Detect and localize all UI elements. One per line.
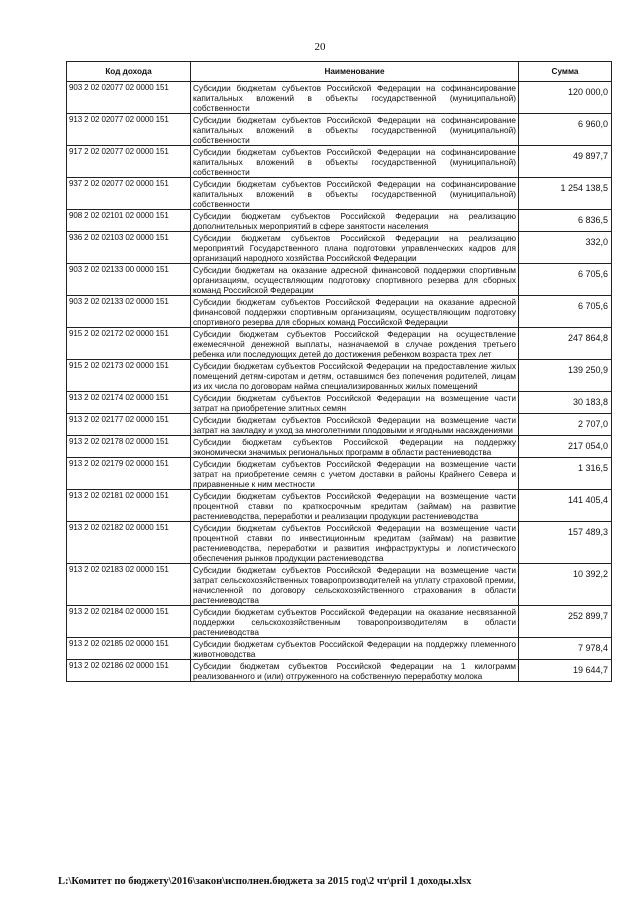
table-row bbox=[67, 360, 612, 392]
header-sum: Сумма bbox=[519, 62, 612, 82]
table-row bbox=[67, 660, 612, 682]
code-cell: 908 2 02 02101 02 0000 151 bbox=[67, 210, 191, 232]
table-row bbox=[67, 114, 612, 146]
sum-cell: 30 183,8 bbox=[519, 392, 612, 414]
code-cell: 913 2 02 02179 02 0000 151 bbox=[67, 458, 191, 490]
name-cell: Субсидии бюджетам субъектов Российской Федерации на возмещение части затрат на закладку и уход за многолетними плодовыми и ягодными насаждениями bbox=[191, 414, 519, 436]
name-cell: Субсидии бюджетам субъектов Российской Федерации на софинансирование капитальных вложений в объекты государственной (муниципальной) собственности bbox=[191, 82, 519, 114]
sum-cell: 139 250,9 bbox=[519, 360, 612, 392]
table-body bbox=[67, 82, 612, 682]
sum-cell: 252 899,7 bbox=[519, 606, 612, 638]
revenue-table bbox=[66, 61, 612, 682]
sum-cell: 332,0 bbox=[519, 232, 612, 264]
sum-cell: 157 489,3 bbox=[519, 522, 612, 564]
code-cell: 903 2 02 02077 02 0000 151 bbox=[67, 82, 191, 114]
sum-cell: 1 316,5 bbox=[519, 458, 612, 490]
sum-cell: 120 000,0 bbox=[519, 82, 612, 114]
sum-cell: 6 960,0 bbox=[519, 114, 612, 146]
table-row bbox=[67, 414, 612, 436]
name-cell: Субсидии бюджетам субъектов Российской Федерации на софинансирование капитальных вложений в объекты государственной (муниципальной) собственности bbox=[191, 146, 519, 178]
name-cell: Субсидии бюджетам субъектов Российской Федерации на поддержку племенного животноводства bbox=[191, 638, 519, 660]
table-row bbox=[67, 392, 612, 414]
code-cell: 913 2 02 02181 02 0000 151 bbox=[67, 490, 191, 522]
name-cell: Субсидии бюджетам субъектов Российской Федерации на реализацию дополнительных мероприятий в сфере занятости населения bbox=[191, 210, 519, 232]
code-cell: 915 2 02 02172 02 0000 151 bbox=[67, 328, 191, 360]
table-row bbox=[67, 564, 612, 606]
name-cell: Субсидии бюджетам субъектов Российской Федерации на возмещение части затрат на приобретение семян с учетом доставки в районы Крайнего Севера и приравненные к ним местности bbox=[191, 458, 519, 490]
table-row bbox=[67, 82, 612, 114]
name-cell: Субсидии бюджетам субъектов Российской Федерации на предоставление жилых помещений детям-сиротам и детям, оставшимся без попечения родителей, лицам из их числа по договорам найма специализированных жилых помещений bbox=[191, 360, 519, 392]
name-cell: Субсидии бюджетам субъектов Российской Федерации на возмещение части затрат на приобретение элитных семян bbox=[191, 392, 519, 414]
table-row bbox=[67, 296, 612, 328]
sum-cell: 6 705,6 bbox=[519, 264, 612, 296]
table-row bbox=[67, 232, 612, 264]
sum-cell: 49 897,7 bbox=[519, 146, 612, 178]
code-cell: 913 2 02 02185 02 0000 151 bbox=[67, 638, 191, 660]
code-cell: 936 2 02 02103 02 0000 151 bbox=[67, 232, 191, 264]
table-row bbox=[67, 458, 612, 490]
name-cell: Субсидии бюджетам субъектов Российской Федерации на оказание несвязанной поддержки сельскохозяйственным товаропроизводителям в области растениеводства bbox=[191, 606, 519, 638]
sum-cell: 1 254 138,5 bbox=[519, 178, 612, 210]
sum-cell: 6 705,6 bbox=[519, 296, 612, 328]
table-row bbox=[67, 264, 612, 296]
sum-cell: 247 864,8 bbox=[519, 328, 612, 360]
page-number: 20 bbox=[314, 41, 326, 53]
code-cell: 913 2 02 02174 02 0000 151 bbox=[67, 392, 191, 414]
code-cell: 913 2 02 02177 02 0000 151 bbox=[67, 414, 191, 436]
code-cell: 913 2 02 02077 02 0000 151 bbox=[67, 114, 191, 146]
name-cell: Субсидии бюджетам субъектов Российской Федерации на софинансирование капитальных вложений в объекты государственной (муниципальной) собственности bbox=[191, 178, 519, 210]
sum-cell: 10 392,2 bbox=[519, 564, 612, 606]
table-row bbox=[67, 436, 612, 458]
code-cell: 903 2 02 02133 02 0000 151 bbox=[67, 296, 191, 328]
table-row bbox=[67, 210, 612, 232]
name-cell: Субсидии бюджетам субъектов Российской Федерации на реализацию мероприятий Государственного плана подготовки управленческих кадров для организаций народного хозяйства Российской Федерации bbox=[191, 232, 519, 264]
table-row bbox=[67, 606, 612, 638]
code-cell: 913 2 02 02182 02 0000 151 bbox=[67, 522, 191, 564]
name-cell: Субсидии бюджетам субъектов Российской Федерации на поддержку экономически значимых региональных программ в области растениеводства bbox=[191, 436, 519, 458]
name-cell: Субсидии бюджетам субъектов Российской Федерации на осуществление ежемесячной денежной выплаты, назначаемой в случае рождения третьего ребенка или последующих детей до достижения ребенком возраста трех лет bbox=[191, 328, 519, 360]
code-cell: 913 2 02 02186 02 0000 151 bbox=[67, 660, 191, 682]
name-cell: Субсидии бюджетам субъектов Российской Федерации на оказание адресной финансовой поддержки спортивным организациям, осуществляющим подготовку спортивного резерва для сборных команд Российской Федерации bbox=[191, 296, 519, 328]
code-cell: 915 2 02 02173 02 0000 151 bbox=[67, 360, 191, 392]
table-header-row bbox=[67, 62, 612, 82]
name-cell: Субсидии бюджетам субъектов Российской Федерации на 1 килограмм реализованного и (или) отгруженного на собственную переработку молока bbox=[191, 660, 519, 682]
sum-cell: 141 405,4 bbox=[519, 490, 612, 522]
code-cell: 913 2 02 02184 02 0000 151 bbox=[67, 606, 191, 638]
code-cell: 913 2 02 02183 02 0000 151 bbox=[67, 564, 191, 606]
name-cell: Субсидии бюджетам субъектов Российской Федерации на возмещение части затрат сельскохозяйственных товаропроизводителей на уплату страховой премии, начисленной по договору сельскохозяйственного страхования в области растениеводства bbox=[191, 564, 519, 606]
table-row bbox=[67, 638, 612, 660]
name-cell: Субсидии бюджетам субъектов Российской Федерации на софинансирование капитальных вложений в объекты государственной (муниципальной) собственности bbox=[191, 114, 519, 146]
name-cell: Субсидии бюджетам субъектов Российской Федерации на возмещение части процентной ставки по инвестиционным кредитам (займам) на развитие растениеводства, переработки и развития инфраструктуры и логистического обеспечения рынков продукции растениеводства bbox=[191, 522, 519, 564]
code-cell: 903 2 02 02133 00 0000 151 bbox=[67, 264, 191, 296]
name-cell: Субсидии бюджетам субъектов Российской Федерации на возмещение части процентной ставки по краткосрочным кредитам (займам) на развитие растениеводства, переработки и реализации продукции растениеводства bbox=[191, 490, 519, 522]
sum-cell: 19 644,7 bbox=[519, 660, 612, 682]
table-row bbox=[67, 490, 612, 522]
table-row bbox=[67, 146, 612, 178]
code-cell: 913 2 02 02178 02 0000 151 bbox=[67, 436, 191, 458]
header-name: Наименование bbox=[191, 62, 519, 82]
table-row bbox=[67, 328, 612, 360]
code-cell: 937 2 02 02077 02 0000 151 bbox=[67, 178, 191, 210]
code-cell: 917 2 02 02077 02 0000 151 bbox=[67, 146, 191, 178]
file-path-footer: L:\Комитет по бюджету\2016\закон\исполнен.бюджета за 2015 год\2 чт\pril 1 доходы.xlsx bbox=[58, 876, 472, 887]
sum-cell: 7 978,4 bbox=[519, 638, 612, 660]
name-cell: Субсидии бюджетам на оказание адресной финансовой поддержки спортивным организациям, осуществляющим подготовку спортивного резерва для сборных команд Российской Федерации bbox=[191, 264, 519, 296]
table-row bbox=[67, 178, 612, 210]
sum-cell: 2 707,0 bbox=[519, 414, 612, 436]
table-row bbox=[67, 522, 612, 564]
sum-cell: 217 054,0 bbox=[519, 436, 612, 458]
sum-cell: 6 836,5 bbox=[519, 210, 612, 232]
header-code: Код дохода bbox=[67, 62, 191, 82]
